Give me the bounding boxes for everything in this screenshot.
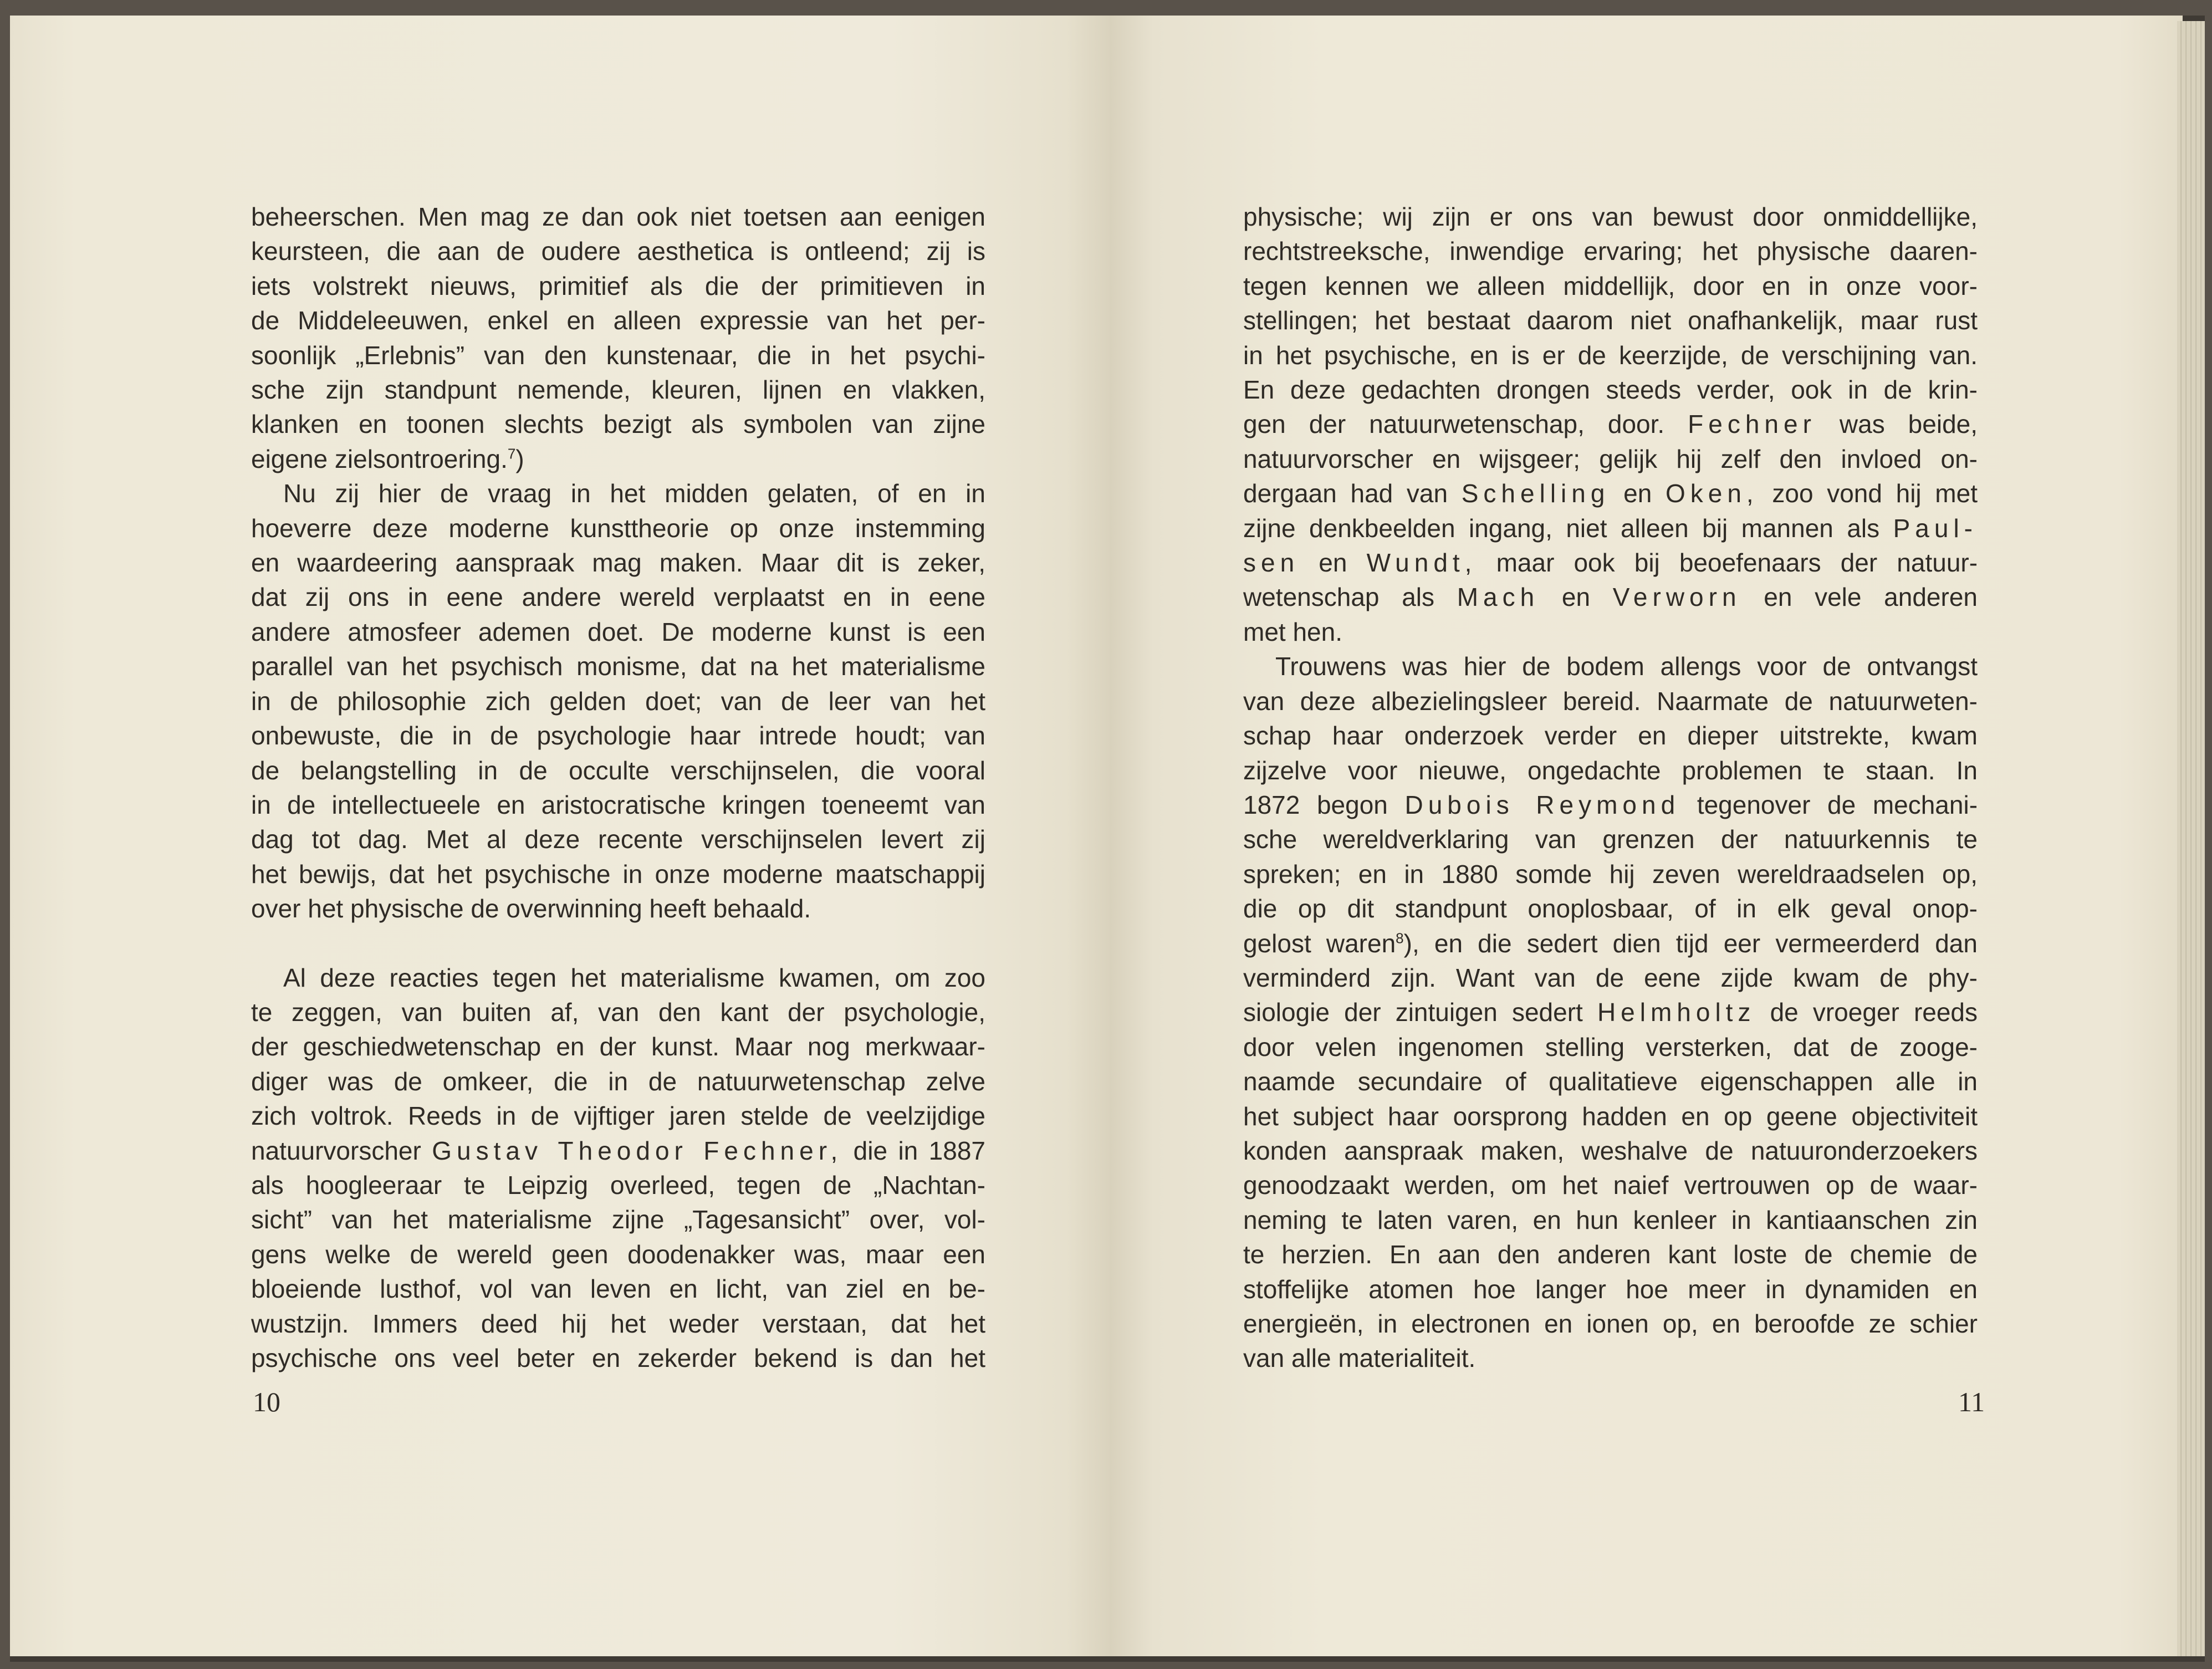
text-line: over het physische de overwinning heeft behaald.: [251, 894, 811, 923]
text-line: in het psychische, en is er de keerzijde, de verschijning van.: [1243, 340, 1978, 370]
spaced-name: Fechner: [1688, 410, 1816, 439]
text-line: dat zij ons in eene andere wereld verplaatst en in eene: [251, 583, 985, 612]
text-line: verminderd zijn. Want van de eene zijde kwam de phy-: [1243, 963, 1978, 992]
text-line: sicht” van het materialisme zijne „Tagesansicht” over, vol-: [251, 1205, 985, 1234]
text-line: het bewijs, dat het psychische in onze moderne maatschappij: [251, 859, 985, 889]
text-fragment: natuurvorscher: [251, 1136, 421, 1165]
text-line: Trouwens was hier de bodem allengs voor de ontvangst: [1275, 652, 1978, 681]
text-line: in de intellectueele en aristocratische kringen toeneemt van: [251, 790, 985, 819]
text-line: gens welke de wereld geen doodenakker was, maar een: [251, 1239, 985, 1269]
text-line: [1243, 476, 1978, 511]
text-fragment: die in 1887: [853, 1136, 985, 1165]
text-line: hoeverre deze moderne kunsttheorie op onze instemming: [251, 513, 985, 543]
text-fragment: was beide,: [1839, 410, 1978, 439]
spaced-name: Gustav Theodor Fechner,: [432, 1136, 843, 1165]
text-line: psychische ons veel beter en zekerder bekend is dan het: [251, 1344, 985, 1372]
text-line: spreken; en in 1880 somde hij zeven wereldraadselen op,: [1243, 859, 1978, 889]
page-number: 11: [1958, 1386, 1985, 1417]
text-line: van alle materialiteit.: [1243, 1344, 1476, 1373]
text-line: neming te laten varen, en hun kenleer in kantiaanschen zin: [1243, 1205, 1978, 1234]
text-fragment: maar ook bij beoefenaars der natuur-: [1496, 548, 1978, 578]
text-line: door velen ingenomen stelling versterken, dat de zooge-: [1243, 1032, 1978, 1061]
text-line: konden aanspraak maken, weshalve de natuuronderzoekers: [1243, 1136, 1978, 1165]
text-fragment: eigene zielsontroering.: [251, 444, 508, 473]
text-fragment: dergaan had van: [1243, 479, 1448, 508]
footnote-ref: 7: [507, 445, 516, 462]
text-fragment: zoo vond hij met: [1772, 479, 1978, 508]
spaced-name: Paul-: [1893, 513, 1978, 543]
text-fragment: en vele anderen: [1764, 583, 1978, 612]
text-line: tegen kennen we alleen middellijk, door en in onze voor-: [1243, 271, 1978, 300]
open-book: [10, 16, 2205, 1662]
text-line: te zeggen, van buiten af, van den kant der psychologie,: [251, 997, 985, 1027]
spaced-name: sen: [1243, 548, 1300, 578]
text-line: als hoogleeraar te Leipzig overleed, tegen de „Nachtan-: [251, 1170, 985, 1200]
spaced-name: Helmholtz: [1597, 998, 1756, 1027]
page-number: 10: [253, 1386, 280, 1417]
text-fragment: zijne denkbeelden ingang, niet alleen bij mannen als: [1243, 513, 1880, 543]
text-line: [1243, 788, 1978, 822]
left-page-text: [251, 200, 985, 1375]
text-line: rechtstreeksche, inwendige ervaring; het physische daaren-: [1243, 237, 1978, 266]
page-edges: [2177, 21, 2205, 1656]
text-line: bloeiende lusthof, vol van leven en licht, van ziel en be-: [251, 1274, 985, 1304]
text-line: wustzijn. Immers deed hij het weder verstaan, dat het: [251, 1309, 985, 1338]
text-line: parallel van het psychisch monisme, dat na het materialisme: [251, 652, 985, 681]
text-line: natuurvorscher en wijsgeer; gelijk hij zelf den invloed on-: [1243, 444, 1978, 473]
text-fragment: gen der natuurwetenschap, door.: [1243, 410, 1665, 439]
text-fragment: siologie der zintuigen sedert: [1243, 998, 1583, 1027]
text-line: in de philosophie zich gelden doet; van de leer van het: [251, 686, 985, 716]
text-line: die op dit standpunt onoplosbaar, of in elk geval onop-: [1243, 894, 1978, 923]
text-line: [1243, 407, 1978, 441]
text-fragment: en: [1561, 583, 1591, 612]
text-line: klanken en toonen slechts bezigt als symbolen van zijne: [251, 410, 985, 439]
text-line: En deze gedachten drongen steeds verder, ook in de krin-: [1243, 375, 1978, 405]
text-line: zich voltrok. Reeds in de vijftiger jaren stelde de veelzijdige: [251, 1101, 985, 1131]
text-line: genoodzaakt werden, om het naief vertrouwen op de waar-: [1243, 1171, 1978, 1200]
text-line: Al deze reacties tegen het materialisme kwamen, om zoo: [283, 963, 985, 992]
text-line: de belangstelling in de occulte verschijnselen, die vooral: [251, 756, 985, 785]
text-line: van deze albezielingsleer bereid. Naarmate de natuurweten-: [1243, 686, 1978, 716]
text-line: [1243, 580, 1978, 614]
left-page: [10, 16, 1110, 1656]
text-line: [1243, 511, 1978, 545]
text-line: de Middeleeuwen, enkel en alleen expressie van het per-: [251, 306, 985, 335]
text-line: stellingen; het bestaat daarom niet onafhankelijk, maar rust: [1243, 306, 1978, 335]
text-line: [1243, 545, 1978, 580]
right-page: [1110, 16, 2183, 1656]
text-line: het subject haar oorsprong hadden en op geene objectiviteit: [1243, 1101, 1978, 1131]
text-line: [1243, 926, 1978, 961]
paragraph: [251, 200, 985, 476]
text-line: stoffelijke atomen hoe langer hoe meer in dynamiden en: [1243, 1274, 1978, 1304]
text-line: te herzien. En aan den anderen kant loste de chemie de: [1243, 1240, 1978, 1269]
spaced-name: Mach: [1457, 583, 1540, 612]
paragraph: [1243, 649, 1978, 1376]
text-line: sche wereldverklaring van grenzen der natuurkennis te: [1243, 825, 1978, 854]
text-fragment: de vroeger reeds: [1770, 998, 1978, 1027]
text-fragment: 1872 begon: [1243, 790, 1388, 819]
text-line: energieën, in electronen en ionen op, en beroofde ze schier: [1243, 1309, 1978, 1338]
footnote-ref: 8: [1396, 930, 1404, 947]
text-line: en waardeering aanspraak mag maken. Maar dit is zeker,: [251, 548, 985, 578]
text-line: dag tot dag. Met al deze recente verschijnselen levert zij: [251, 825, 985, 854]
text-line: der geschiedwetenschap en der kunst. Maar nog merkwaar-: [251, 1032, 985, 1061]
text-line: beheerschen. Men mag ze dan ook niet toetsen aan eenigen: [251, 202, 985, 231]
text-line: met hen.: [1243, 617, 1342, 646]
text-line: onbewuste, die in de psychologie haar intrede houdt; van: [251, 721, 985, 751]
text-fragment: ), en die sedert dien tijd eer vermeerderd dan: [1403, 928, 1978, 958]
text-line: iets volstrekt nieuws, primitief als die der primitieven in: [251, 271, 985, 300]
text-fragment: wetenschap als: [1243, 583, 1435, 612]
text-line: physische; wij zijn er ons van bewust door onmiddellijke,: [1243, 202, 1978, 231]
text-line: eigene zielsontroering.$^7$): [251, 444, 524, 473]
text-line: [1243, 995, 1978, 1029]
text-fragment: tegenover de mechani-: [1697, 790, 1978, 819]
text-fragment: en: [1623, 479, 1652, 508]
text-line: andere atmosfeer ademen doet. De moderne kunst is een: [251, 617, 985, 646]
text-line: Nu zij hier de vraag in het midden gelaten, of en in: [283, 479, 985, 508]
text-line: naamde secundaire of qualitatieve eigenschappen alle in: [1243, 1067, 1978, 1096]
paragraph: [1243, 200, 1978, 649]
text-line: sche zijn standpunt nemende, kleuren, lijnen en vlakken,: [251, 375, 985, 405]
right-page-text: [1243, 200, 1978, 1376]
spaced-name: Verworn: [1612, 583, 1741, 612]
text-fragment: gelost waren: [1243, 928, 1396, 958]
text-line: diger was de omkeer, die in de natuurwetenschap zelve: [251, 1066, 985, 1096]
paragraph: [251, 476, 985, 926]
text-line: schap haar onderzoek verder en dieper uitstrekte, kwam: [1243, 721, 1978, 751]
spaced-name: Schelling: [1461, 479, 1610, 508]
text-line: soonlijk „Erlebnis” van den kunstenaar, die in het psychi-: [251, 340, 985, 370]
spaced-name: Wundt,: [1366, 548, 1477, 578]
paragraph-gap: [251, 926, 985, 961]
spaced-name: Dubois Reymond: [1404, 790, 1680, 819]
spaced-name: Oken,: [1665, 479, 1759, 508]
text-fragment: en: [1319, 548, 1347, 578]
text-line: keursteen, die aan de oudere aesthetica is ontleend; zij is: [251, 237, 985, 266]
paragraph: [251, 961, 985, 1376]
text-line: [251, 1134, 985, 1168]
text-line: zijzelve voor nieuwe, ongedachte problemen te staan. In: [1243, 756, 1978, 785]
